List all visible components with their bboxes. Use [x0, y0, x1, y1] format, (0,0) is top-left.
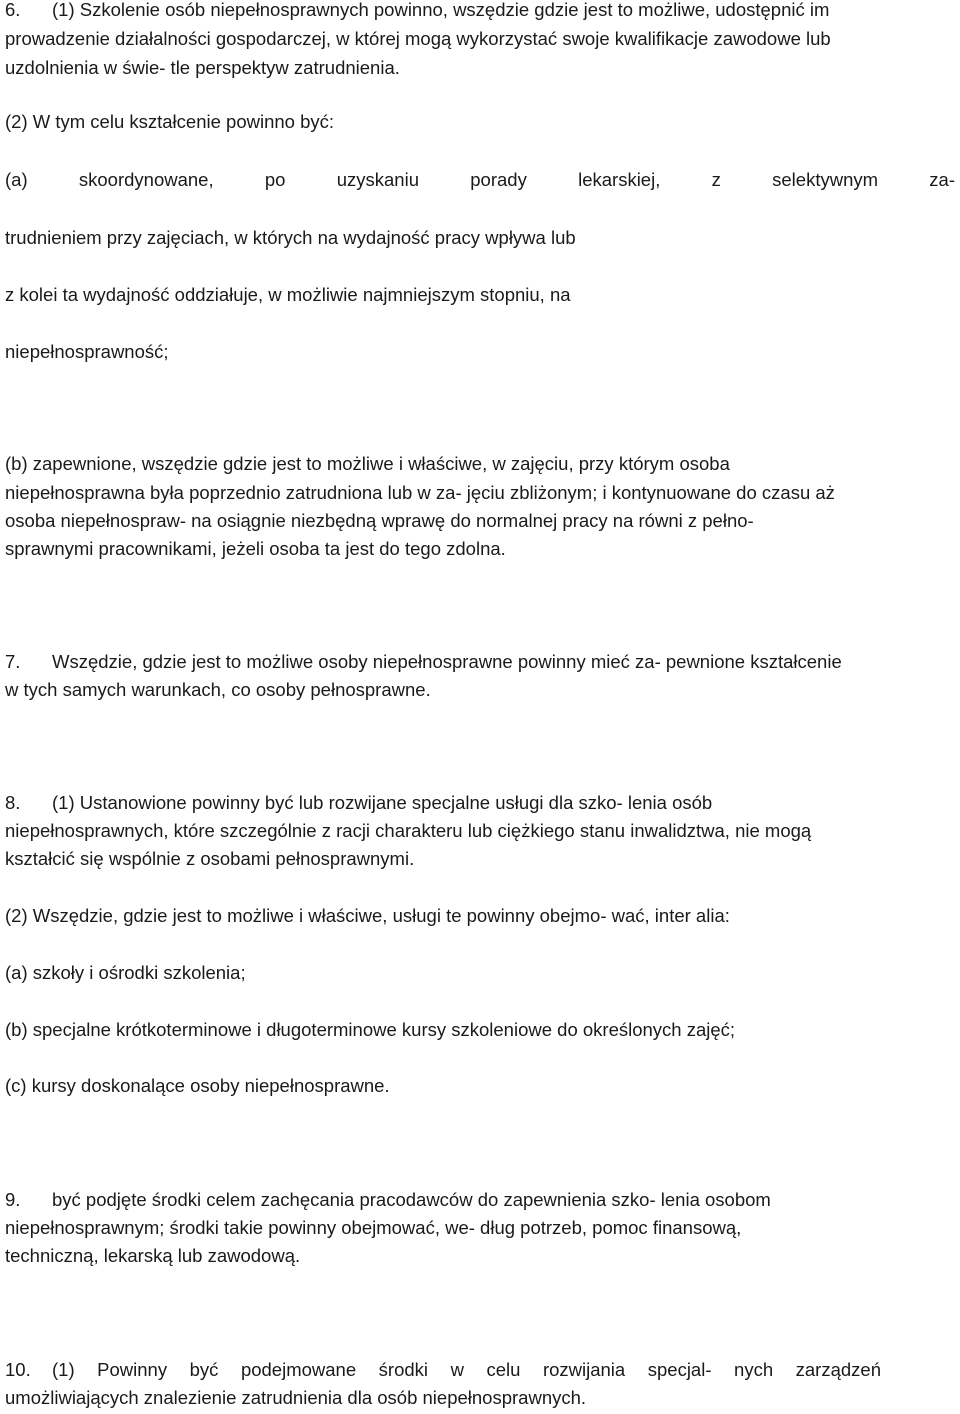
section-6-item-b-line-3: osoba niepełnospraw- na osiągnie niezbędną wprawę do normalnej pracy na równi z pełno- — [5, 510, 754, 531]
section-9-text-line-3: techniczną, lekarską lub zawodową. — [5, 1245, 301, 1266]
section-7-number: 7. — [5, 651, 21, 672]
section-6-number: 6. — [5, 0, 21, 20]
section-8-text-line-2: niepełnosprawnych, które szczególnie z racji charakteru lub ciężkiego stanu inwalidztwa, nie mogą — [5, 820, 812, 841]
section-6-text-line-1: (1) Szkolenie osób niepełnosprawnych powinno, wszędzie gdzie jest to możliwe, udostępnić im — [52, 0, 830, 20]
section-9-text-line-1: być podjęte środki celem zachęcania pracodawców do zapewnienia szko- lenia osobom — [52, 1189, 771, 1210]
section-9-text-line-2: niepełnosprawnym; środki takie powinny obejmować, we- dług potrzeb, pomoc finansową, — [5, 1217, 742, 1238]
section-6-text-line-2: prowadzenie działalności gospodarczej, w której mogą wykorzystać swoje kwalifikacje zawodowe lub — [5, 28, 831, 49]
section-8-item-b: (b) specjalne krótkoterminowe i długoterminowe kursy szkoleniowe do określonych zajęć; — [5, 1019, 736, 1040]
section-8-text-line-3: kształcić się wspólnie z osobami pełnosprawnymi. — [5, 848, 415, 869]
section-7-line-1 — [5, 648, 842, 676]
section-6-item-a-line-3: z kolei ta wydajność oddziałuje, w możliwie najmniejszym stopniu, na — [5, 284, 571, 305]
section-8-line-1 — [5, 789, 712, 817]
section-6-item-b-line-2: niepełnosprawna była poprzednio zatrudniona lub w za- jęciu zbliżonym; i kontynuowane do czasu aż — [5, 482, 835, 503]
section-6-paragraph-2: (2) W tym celu kształcenie powinno być: — [5, 111, 335, 132]
section-9-line-1 — [5, 1186, 771, 1214]
section-8-paragraph-2: (2) Wszędzie, gdzie jest to możliwe i właściwe, usługi te powinny obejmo- wać, inter alia: — [5, 905, 730, 926]
section-10-number: 10. — [5, 1359, 31, 1380]
section-10-line-1 — [5, 1356, 881, 1384]
section-10-text-line-1: (1) Powinny być podejmowane środki w celu rozwijania specjal- nych zarządzeń — [52, 1359, 881, 1380]
section-6-item-b-line-1: (b) zapewnione, wszędzie gdzie jest to możliwe i właściwe, w zajęciu, przy którym osoba — [5, 453, 730, 474]
section-6-item-a-line-2: trudnieniem przy zajęciach, w których na wydajność pracy wpływa lub — [5, 227, 576, 248]
section-8-item-c: (c) kursy doskonalące osoby niepełnosprawne. — [5, 1075, 390, 1096]
section-10-text-line-2: umożliwiających znalezienie zatrudnienia dla osób niepełnosprawnych. — [5, 1387, 587, 1408]
section-7-text-line-1: Wszędzie, gdzie jest to możliwe osoby niepełnosprawne powinny mieć za- pewnione kształcenie — [52, 651, 842, 672]
section-6-line-1 — [5, 0, 829, 24]
section-9-number: 9. — [5, 1189, 21, 1210]
section-6-item-a-line-1: (a) skoordynowane, po uzyskaniu porady lekarskiej, z selektywnym za- — [5, 169, 955, 190]
section-8-item-a: (a) szkoły i ośrodki szkolenia; — [5, 962, 246, 983]
section-8-number: 8. — [5, 792, 21, 813]
section-8-text-line-1: (1) Ustanowione powinny być lub rozwijane specjalne usługi dla szko- lenia osób — [52, 792, 713, 813]
section-6-item-b-line-4: sprawnymi pracownikami, jeżeli osoba ta jest do tego zdolna. — [5, 538, 506, 559]
section-7-text-line-2: w tych samych warunkach, co osoby pełnosprawne. — [5, 679, 431, 700]
section-6-text-line-3: uzdolnienia w świe- tle perspektyw zatrudnienia. — [5, 57, 400, 78]
section-6-item-a-line-4: niepełnosprawność; — [5, 341, 169, 362]
